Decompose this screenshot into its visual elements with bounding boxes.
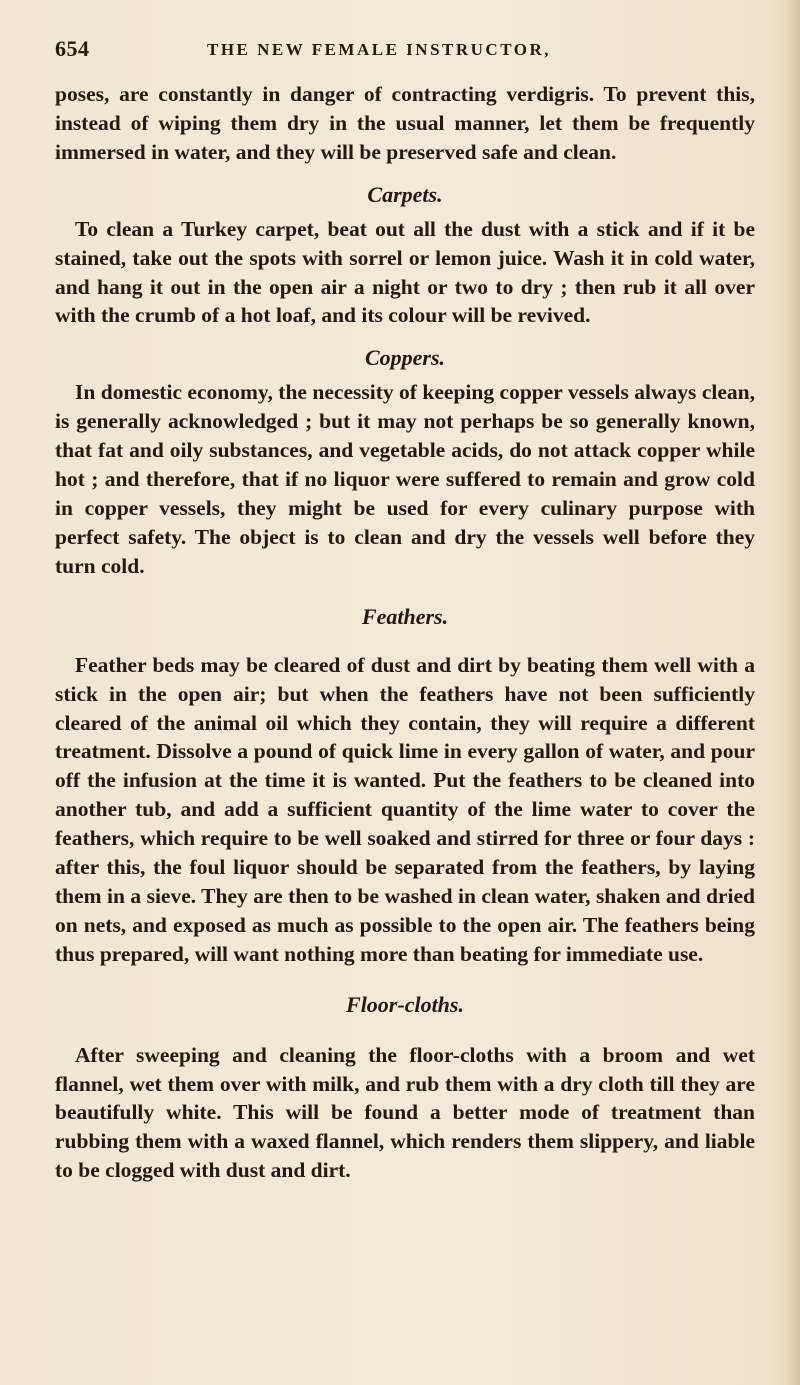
floor-cloths-paragraph: After sweeping and cleaning the floor-cloths with a broom and wet flannel, wet them over with milk, and rub them with a dry cloth till they are beautifully white. This will be found a better mode of treatment than rubbing them with a waxed flannel, which renders them slippery, and liable to be clogged with dust and dirt. — [55, 1042, 755, 1183]
running-head: THE NEW FEMALE INSTRUCTOR, — [207, 40, 551, 59]
section-heading-coppers: Coppers. — [364, 345, 446, 371]
page-header — [55, 36, 755, 70]
carpets-paragraph: To clean a Turkey carpet, beat out all the dust with a stick and if it be stained, take out the spots with sorrel or lemon juice. Wash it in cold water, and hang it out in the open air a night or two to dry ; then rub it all over with the crumb of a hot loaf, and its colour will be revived. — [55, 216, 755, 328]
page-content — [55, 80, 755, 1185]
intro-paragraph: poses, are constantly in danger of contracting verdigris. To prevent this, instead of wiping them dry in the usual manner, let them be frequently immersed in water, and they will be preserved safe and clean. — [55, 82, 755, 164]
page-number: 654 — [55, 36, 90, 61]
section-heading-feathers: Feathers. — [361, 603, 449, 629]
feathers-paragraph: Feather beds may be cleared of dust and dirt by beating them well with a stick in the open air; but when the feathers have not been sufficiently cleared of the animal oil which they contain, they will require a different treatment. Dissolve a pound of quick lime in every gallon of water, and pour off the infusion at the time it is wanted. Put the feathers to be cleaned into another tub, and add a sufficient quantity of the lime water to cover the feathers, which require to be well soaked and stirred for three or four days : after this, the foul liquor should be separated from the feathers, by laying them in a sieve. They are then to be washed in clean water, shaken and dried on nets, and exposed as much as possible to the open air. The feathers being thus prepared, will want nothing more than beating for immediate use. — [55, 652, 755, 966]
section-heading-carpets: Carpets. — [367, 181, 443, 207]
coppers-paragraph: In domestic economy, the necessity of keeping copper vessels always clean, is generally acknowledged ; but it may not perhaps be so generally known, that fat and oily substances, and vegetable acids, do not attack copper while hot ; and therefore, that if no liquor were suffered to remain and grow cold in copper vessels, they might be used for every culinary purpose with perfect safety. The object is to clean and dry the vessels well before they turn cold. — [55, 380, 755, 578]
section-heading-floor-cloths: Floor-cloths. — [346, 991, 464, 1017]
page-edge-shadow — [786, 0, 800, 1385]
